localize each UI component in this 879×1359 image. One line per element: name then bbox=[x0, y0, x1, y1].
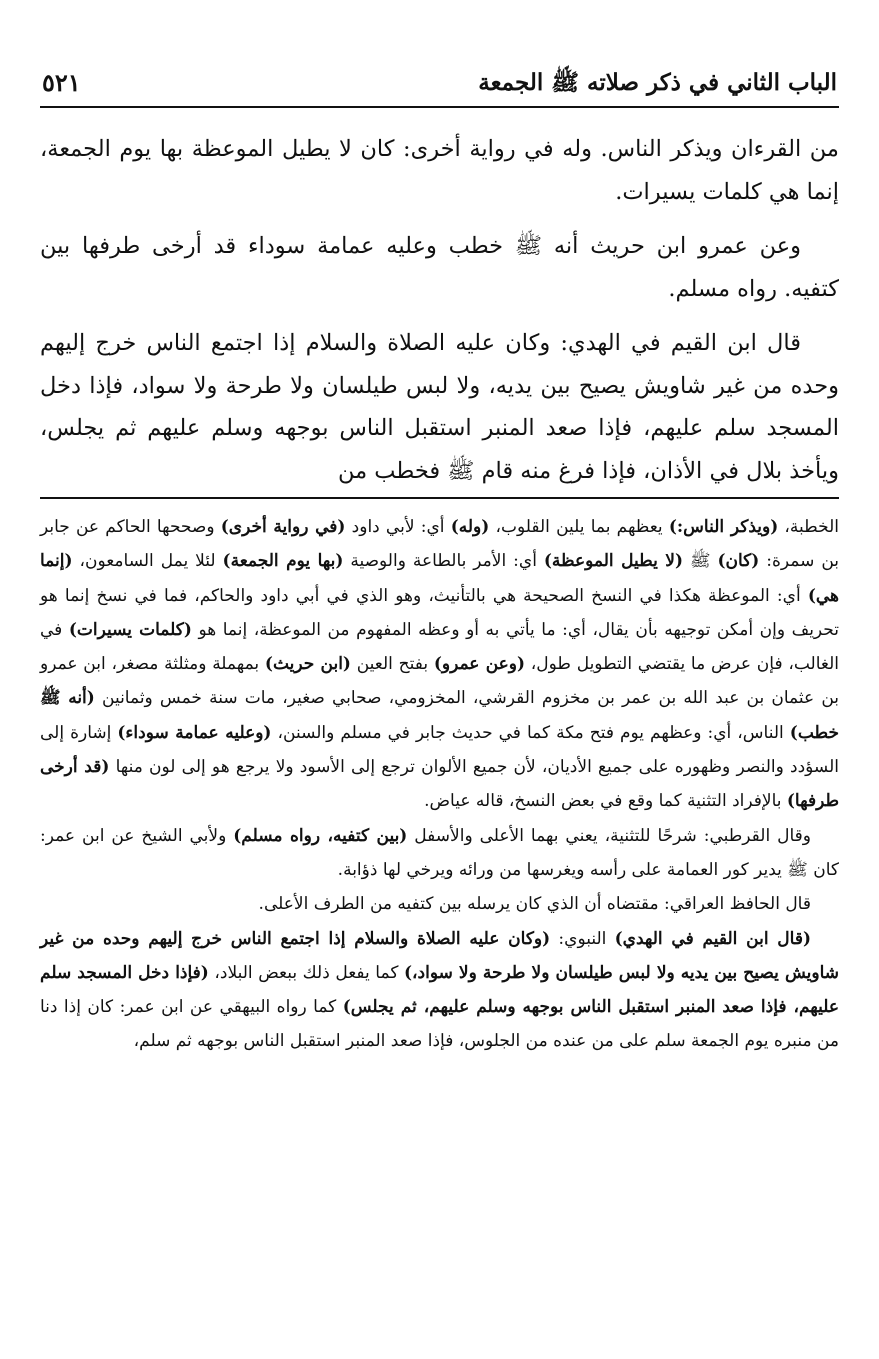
commentary-text: لئلا يمل السامعون، bbox=[72, 551, 223, 572]
quoted-phrase: (قد أرخى طرفها) bbox=[40, 757, 839, 812]
quoted-phrase: (ويذكر الناس:) bbox=[668, 517, 779, 537]
commentary-text: النبوي: bbox=[550, 928, 615, 949]
page-header bbox=[40, 64, 839, 108]
commentary-text: أي: لأبي داود bbox=[345, 517, 451, 537]
commentary-text: ولأبي الشيخ عن ابن عمر: كان ﷺ يدير كور العمامة على رأسه ويغرسها من ورائه ويرخي لها ذؤابة. bbox=[40, 825, 839, 880]
commentary-text: وقال القرطبي: شرحًا للتثنية، يعني بهما الأعلى والأسفل bbox=[407, 825, 811, 846]
chapter-title: الباب الثاني في ذكر صلاته ﷺ الجمعة bbox=[478, 69, 837, 96]
commentary bbox=[40, 510, 839, 1059]
commentary-text: كما يفعل ذلك ببعض البلاد، bbox=[208, 962, 404, 983]
commentary-text: ﷺ bbox=[683, 551, 718, 572]
commentary-text: إشارة إلى السؤدد والنصر وظهوره على جميع الأديان، لأن جميع الألوان ترجع إلى الأسود ولا يرجع هو إلى لون منها bbox=[40, 722, 839, 778]
quoted-phrase: (وكان عليه الصلاة والسلام إذا اجتمع الناس خرج إليهم وحده من غير شاويش يصيح بين يديه ولا لبس طيلسان ولا طرحة ولا سواد،) bbox=[40, 928, 839, 983]
quoted-phrase: (في رواية أخرى) bbox=[220, 517, 346, 537]
commentary-text: في الغالب، فإن عرض ما يقتضي التطويل طول، bbox=[40, 619, 839, 675]
commentary-text: الناس، أي: وعظهم يوم فتح مكة كما في حديث جابر في مسلم والسنن، bbox=[271, 722, 790, 743]
quoted-phrase: (كان) bbox=[717, 551, 760, 572]
quoted-phrase: (كلمات يسيرات) bbox=[68, 619, 192, 640]
commentary-text: كما رواه البيهقي عن ابن عمر: كان إذا دنا من منبره يوم الجمعة سلم على من عنده من الجلوس، فإذا صعد المنبر استقبل الناس بوجهه ثم سلم، bbox=[40, 997, 839, 1052]
main-text bbox=[40, 128, 839, 504]
commentary-text: بفتح العين bbox=[350, 654, 434, 675]
commentary-text: يعظهم بما يلين القلوب، bbox=[489, 517, 669, 537]
main-paragraph-3: قال ابن القيم في الهدي: وكان عليه الصلاة والسلام إذا اجتمع الناس خرج إليهم وحده من غير شاويش يصيح بين يديه، ولا لبس طيلسان ولا طرحة ولا سواد، فإذا دخل المسجد سلم عليهم، فإذا صعد المنبر استقبل الناس بوجهه وسلم عليهم ثم يجلس، ويأخذ بلال في الأذان، فإذا فرغ منه قام ﷺ فخطب من bbox=[40, 330, 839, 484]
quoted-phrase: (فإذا دخل المسجد سلم عليهم، فإذا صعد المنبر استقبل الناس بوجهه وسلم عليهم، ثم يجلس) bbox=[40, 962, 839, 1018]
footnote-divider bbox=[40, 497, 839, 499]
commentary-text: أي: الأمر بالطاعة والوصية bbox=[343, 551, 544, 572]
main-paragraph-2: وعن عمرو ابن حريث أنه ﷺ خطب وعليه عمامة سوداء قد أرخى طرفها بين كتفيه. رواه مسلم. bbox=[40, 233, 839, 302]
quoted-phrase: (لا يطيل الموعظة) bbox=[543, 551, 684, 572]
commentary-paragraph-1 bbox=[40, 510, 839, 819]
commentary-paragraph-3 bbox=[40, 887, 839, 921]
quoted-phrase: (قال ابن القيم في الهدي) bbox=[614, 928, 811, 949]
quoted-phrase: (أنه ﷺ خطب) bbox=[40, 688, 839, 743]
main-paragraph-1: من القرءان ويذكر الناس. وله في رواية أخرى: كان لا يطيل الموعظة بها يوم الجمعة، إنما هي كلمات يسيرات. bbox=[40, 136, 839, 205]
quoted-phrase: (وعليه عمامة سوداء) bbox=[117, 722, 272, 743]
commentary-text: الخطبة، bbox=[778, 517, 839, 537]
quoted-phrase: (إنما هي) bbox=[40, 551, 839, 606]
quoted-phrase: (بها يوم الجمعة) bbox=[222, 551, 344, 572]
page-number: ٥٢١ bbox=[42, 68, 81, 97]
quoted-phrase: (وعن عمرو) bbox=[433, 654, 526, 675]
quoted-phrase: (وله) bbox=[450, 517, 490, 537]
quoted-phrase: (بين كتفيه، رواه مسلم) bbox=[233, 825, 408, 846]
quoted-phrase: (ابن حريث) bbox=[264, 654, 351, 675]
commentary-paragraph-2 bbox=[40, 819, 839, 888]
commentary-text: أي: الموعظة هكذا في النسخ الصحيحة هي بالتأنيث، وهو الذي في أبي داود والحاكم، فما في نسخ إنما هو تحريف وإن أمكن توجيهه بأن يقال، أي: ما يأتي به أو وعظه المفهوم من الموعظة، إنما هو bbox=[40, 585, 840, 640]
commentary-paragraph-4 bbox=[40, 922, 839, 1059]
commentary-text: بمهملة ومثلثة مصغر، ابن عمرو بن عثمان بن عبد الله بن عمر بن مخزوم القرشي، المخزومي، صحابي صغير، مات سنة خمس وثمانين bbox=[40, 654, 839, 709]
commentary-text: بالإفراد التثنية كما وقع في بعض النسخ، قاله عياض. bbox=[424, 791, 787, 812]
commentary-text: وصححها الحاكم عن جابر بن سمرة: bbox=[40, 517, 839, 572]
commentary-text: قال الحافظ العراقي: مقتضاه أن الذي كان يرسله بين كتفيه من الطرف الأعلى. bbox=[258, 894, 811, 915]
